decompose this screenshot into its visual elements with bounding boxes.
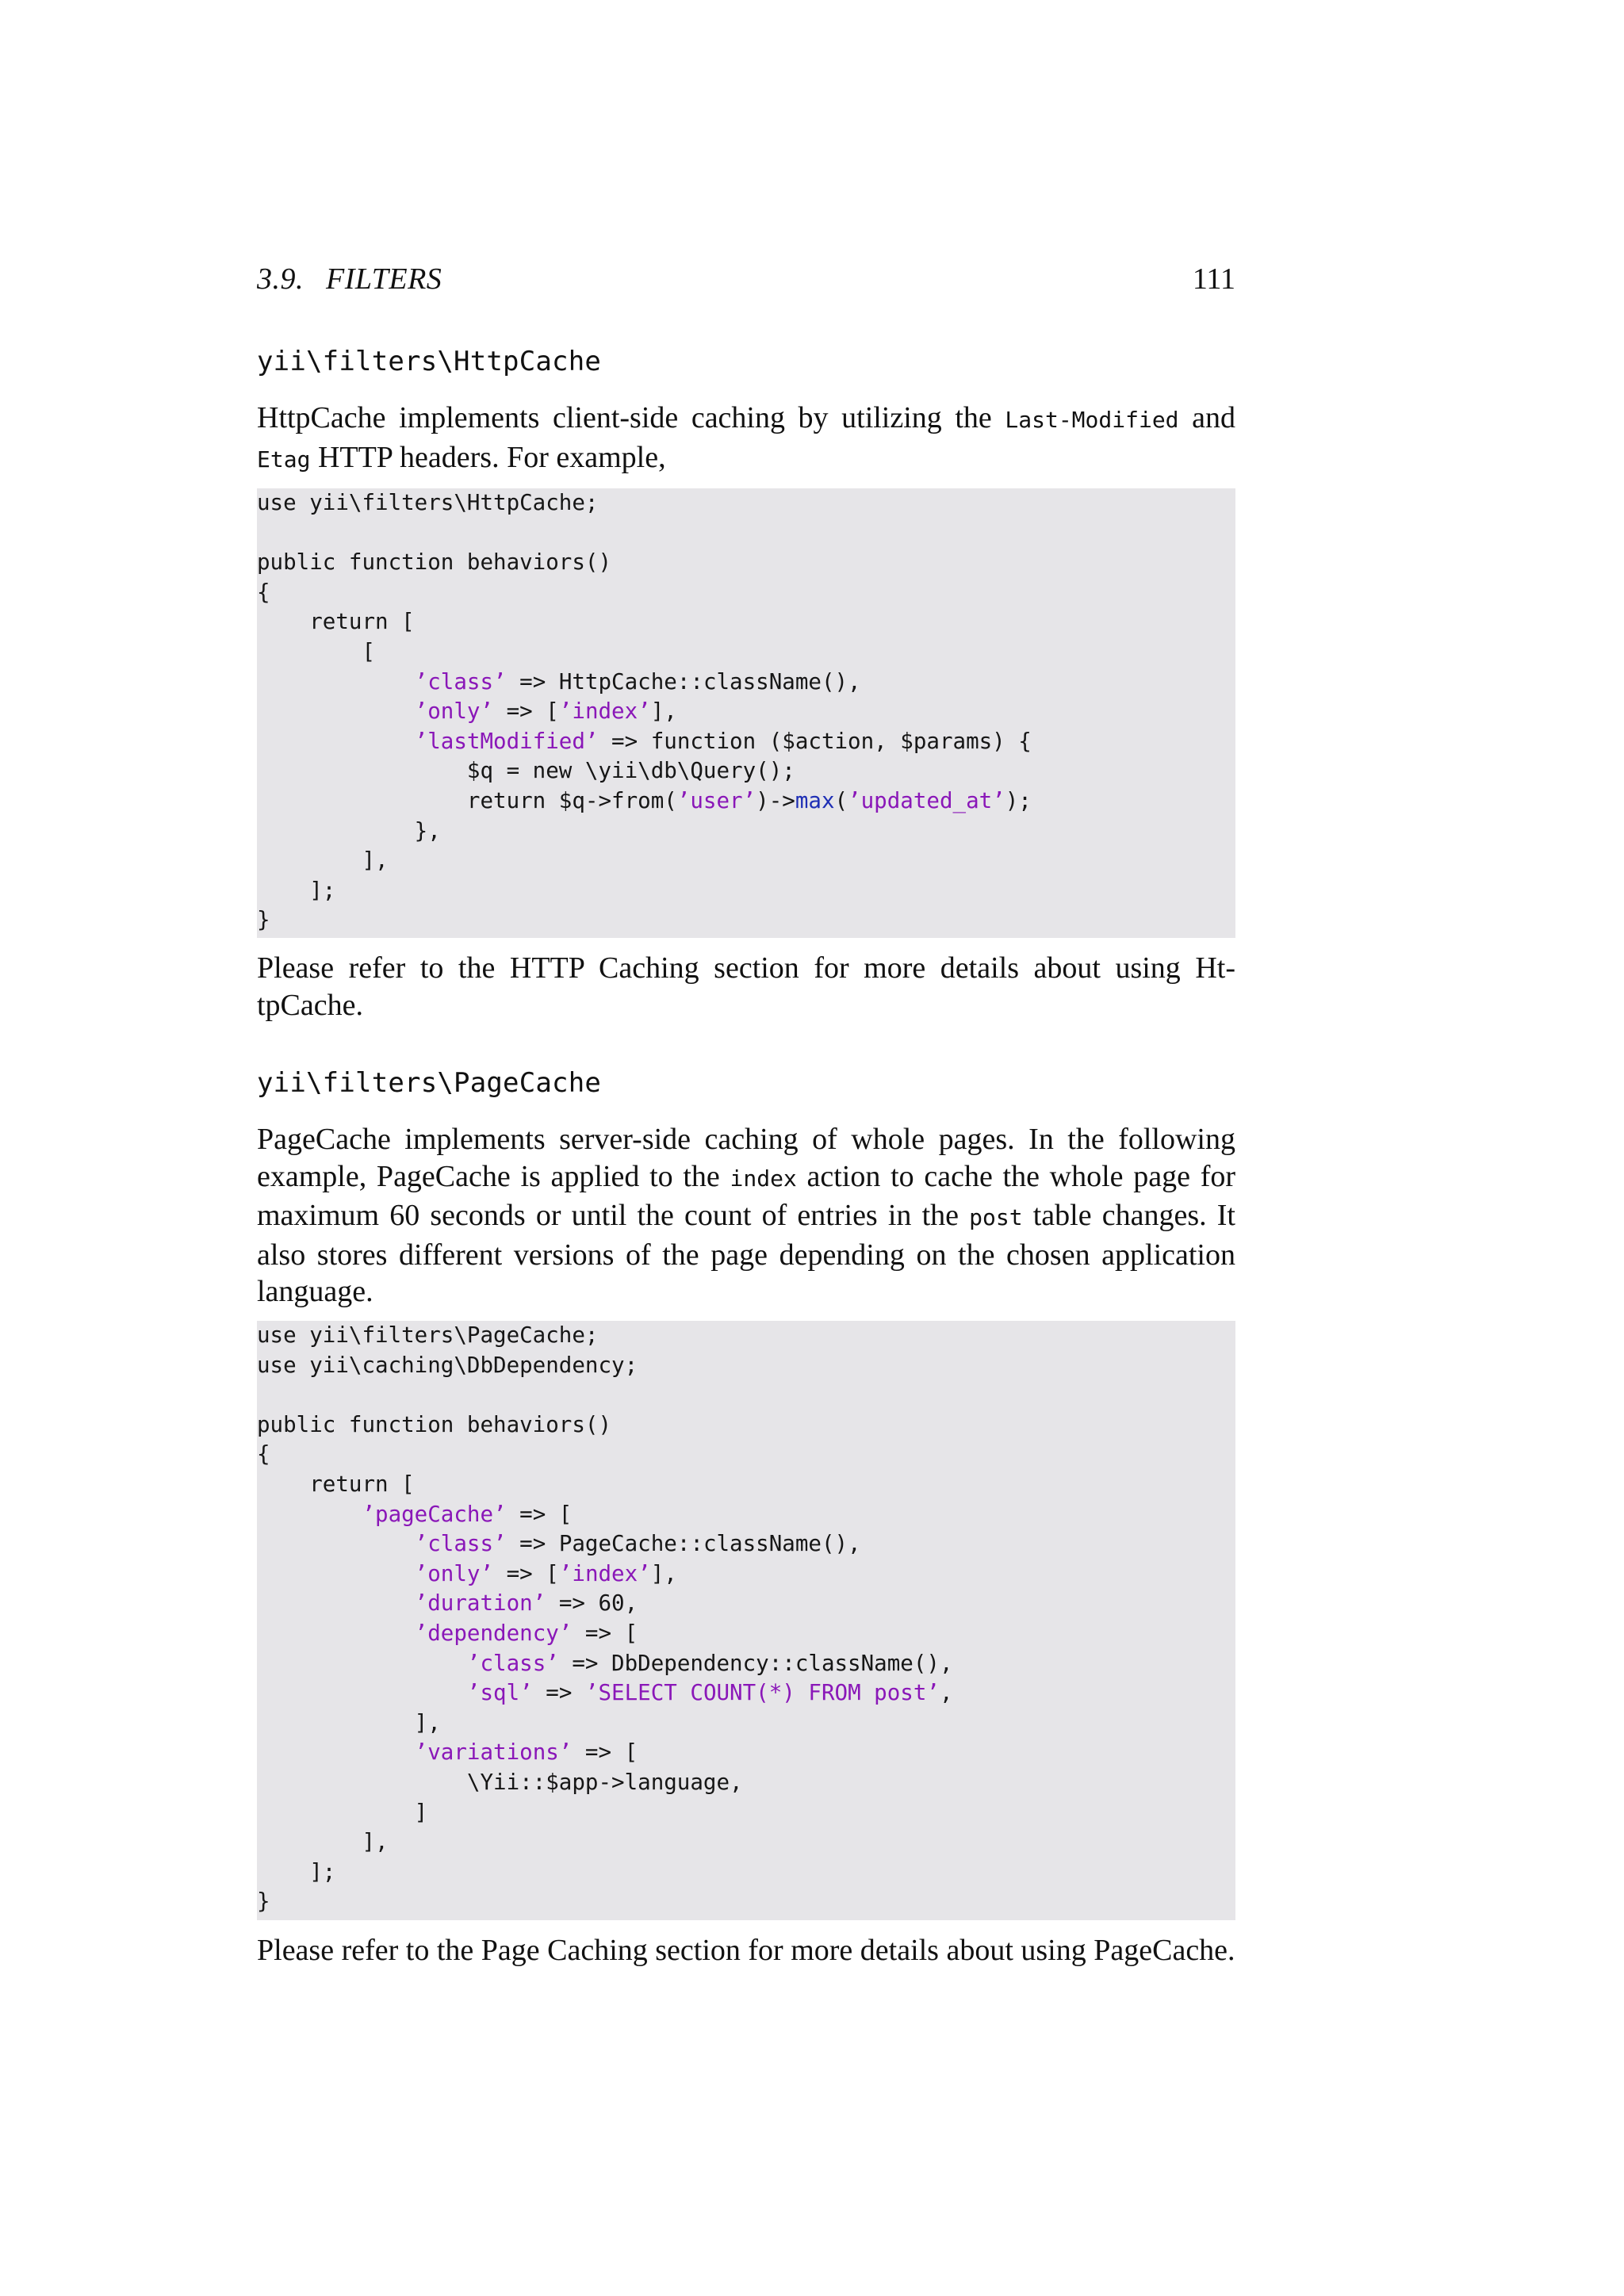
code-token: ], xyxy=(257,848,389,874)
text-span: PageCache implements server-side caching of whole pages. In the following xyxy=(257,1123,1235,1156)
code-token: ], xyxy=(650,698,677,725)
code-token: { xyxy=(257,579,270,605)
code-line xyxy=(257,1738,1235,1768)
code-line xyxy=(257,1410,1235,1441)
pagecache-intro xyxy=(257,1121,1235,1311)
string-literal: ’duration’ xyxy=(414,1590,546,1617)
text-span: example, PageCache is applied to the xyxy=(257,1159,730,1193)
code-token: return [ xyxy=(257,1471,415,1497)
string-literal: ’class’ xyxy=(414,1531,507,1557)
code-token: => [ xyxy=(493,698,559,725)
inline-code: Last-Modified xyxy=(1005,407,1179,433)
string-literal: ’sql’ xyxy=(466,1680,533,1706)
code-token: { xyxy=(257,1441,270,1468)
inline-code: post xyxy=(969,1204,1023,1230)
code-line xyxy=(257,1559,1235,1590)
text-line xyxy=(257,1158,1235,1198)
text-span: also stores different versions of the page depending on the chosen application xyxy=(257,1238,1235,1272)
code-token xyxy=(257,698,415,724)
text-span: and xyxy=(1178,401,1235,434)
text-line xyxy=(257,1237,1235,1274)
code-line xyxy=(257,1440,1235,1470)
code-line xyxy=(257,607,1235,637)
code-token xyxy=(257,1590,415,1616)
code-line xyxy=(257,1619,1235,1649)
text-span: action to cache the whole page for xyxy=(796,1159,1236,1193)
code-token xyxy=(257,729,415,754)
code-token: use yii\filters\PageCache; xyxy=(257,1322,599,1348)
text-line xyxy=(257,400,1235,439)
code-line xyxy=(257,1798,1235,1828)
code-token: } xyxy=(257,907,270,933)
running-head xyxy=(257,262,1235,301)
code-line xyxy=(257,1529,1235,1559)
code-token: , xyxy=(939,1680,953,1706)
string-literal: ’updated_at’ xyxy=(848,787,1005,813)
code-line xyxy=(257,519,1235,549)
code-line xyxy=(257,1768,1235,1798)
text-line xyxy=(257,1273,1235,1311)
section-number: 3.9. xyxy=(257,262,304,296)
string-literal: ’pageCache’ xyxy=(362,1501,507,1527)
string-literal: ’class’ xyxy=(466,1650,559,1676)
pagecache-code-block xyxy=(257,1321,1235,1920)
code-token: => [ xyxy=(506,1501,573,1527)
code-line xyxy=(257,1589,1235,1619)
code-token xyxy=(257,669,415,695)
code-line xyxy=(257,1678,1235,1709)
code-token: ]; xyxy=(257,1858,336,1885)
code-line xyxy=(257,817,1235,847)
code-token: ], xyxy=(257,1709,441,1735)
code-line xyxy=(257,1649,1235,1679)
code-line xyxy=(257,697,1235,727)
code-token: \Yii::$app->language, xyxy=(257,1769,743,1795)
code-token: )-> xyxy=(756,787,795,813)
code-token xyxy=(257,1531,415,1556)
text-line: Please refer to the HTTP Caching section for more details about using Ht- xyxy=(257,951,1235,985)
code-token: ); xyxy=(1005,787,1032,813)
code-token xyxy=(257,1621,415,1646)
string-literal: ’dependency’ xyxy=(414,1620,573,1646)
code-token: ( xyxy=(834,787,848,813)
code-line xyxy=(257,1321,1235,1351)
string-literal: ’SELECT COUNT(*) FROM post’ xyxy=(584,1680,940,1706)
httpcache-outro xyxy=(257,950,1235,1024)
code-line xyxy=(257,1709,1235,1739)
code-line xyxy=(257,756,1235,786)
httpcache-code-block xyxy=(257,488,1235,938)
string-literal: ’only’ xyxy=(414,698,494,725)
text-line: tpCache. xyxy=(257,988,364,1022)
code-token: => function ($action, $params) { xyxy=(598,728,1032,754)
code-token: => HttpCache::className(), xyxy=(506,668,861,695)
code-line xyxy=(257,637,1235,668)
code-line xyxy=(257,727,1235,757)
code-token: public function behaviors() xyxy=(257,549,612,576)
code-token: => PageCache::className(), xyxy=(506,1531,861,1557)
text-line: Please refer to the Page Caching section for more details about using PageCache. xyxy=(257,1934,1235,1967)
code-line xyxy=(257,786,1235,817)
string-literal: ’only’ xyxy=(414,1560,494,1586)
code-token: ], xyxy=(257,1829,389,1855)
inline-code: index xyxy=(730,1165,797,1192)
code-token: => 60, xyxy=(546,1590,638,1617)
code-line xyxy=(257,1858,1235,1888)
function-name: max xyxy=(795,787,835,813)
code-line xyxy=(257,578,1235,608)
code-line xyxy=(257,846,1235,876)
string-literal: ’lastModified’ xyxy=(414,728,599,754)
text-span: maximum 60 seconds or until the count of entries in the xyxy=(257,1199,970,1232)
code-token xyxy=(257,1561,415,1586)
code-token xyxy=(257,1651,467,1676)
code-token xyxy=(257,1502,362,1527)
text-line xyxy=(257,439,1235,479)
string-literal: ’user’ xyxy=(676,787,756,813)
code-token: ], xyxy=(650,1560,677,1586)
code-token: => [ xyxy=(572,1739,638,1766)
code-line xyxy=(257,548,1235,578)
code-token xyxy=(257,1739,415,1765)
string-literal: ’index’ xyxy=(558,1560,651,1586)
text-span: HttpCache implements client-side caching by utilizing the xyxy=(257,401,1005,434)
text-line xyxy=(257,1121,1235,1158)
code-line xyxy=(257,1380,1235,1410)
code-token: => DbDependency::className(), xyxy=(558,1650,953,1676)
code-line xyxy=(257,1827,1235,1858)
code-token: $q = new \yii\db\Query(); xyxy=(257,758,795,784)
code-line xyxy=(257,1887,1235,1917)
code-token: => [ xyxy=(493,1560,559,1586)
code-line xyxy=(257,1470,1235,1500)
code-token: }, xyxy=(257,817,441,844)
code-line xyxy=(257,876,1235,906)
inline-code: Etag xyxy=(257,446,311,473)
code-token: use yii\filters\HttpCache; xyxy=(257,490,599,515)
pagecache-heading: yii\filters\PageCache xyxy=(257,1067,602,1099)
code-token: ]; xyxy=(257,877,336,903)
running-head-section xyxy=(257,262,442,297)
code-token: } xyxy=(257,1888,270,1915)
code-line xyxy=(257,1351,1235,1381)
string-literal: ’variations’ xyxy=(414,1739,573,1766)
page-number: 111 xyxy=(1192,262,1235,296)
pagecache-outro xyxy=(257,1932,1235,1969)
code-token: return [ xyxy=(257,609,415,635)
code-token xyxy=(257,1680,467,1705)
text-span: table changes. It xyxy=(1022,1199,1235,1232)
section-title: FILTERS xyxy=(326,262,442,296)
code-line xyxy=(257,668,1235,698)
code-token: ] xyxy=(257,1799,428,1825)
code-token: use yii\caching\DbDependency; xyxy=(257,1352,638,1378)
text-line xyxy=(257,1197,1235,1237)
string-literal: ’index’ xyxy=(558,698,651,725)
code-token: public function behaviors() xyxy=(257,1411,612,1437)
code-line xyxy=(257,1500,1235,1530)
code-line xyxy=(257,905,1235,936)
code-token: [ xyxy=(257,638,376,664)
string-literal: ’class’ xyxy=(414,668,507,695)
httpcache-heading: yii\filters\HttpCache xyxy=(257,346,602,377)
text-span: language. xyxy=(257,1275,373,1308)
code-line xyxy=(257,488,1235,519)
httpcache-intro xyxy=(257,400,1235,478)
code-token: => [ xyxy=(572,1620,638,1646)
text-span: HTTP headers. For example, xyxy=(310,440,666,474)
code-token: => xyxy=(532,1680,585,1706)
code-token: return $q->from( xyxy=(257,787,677,813)
